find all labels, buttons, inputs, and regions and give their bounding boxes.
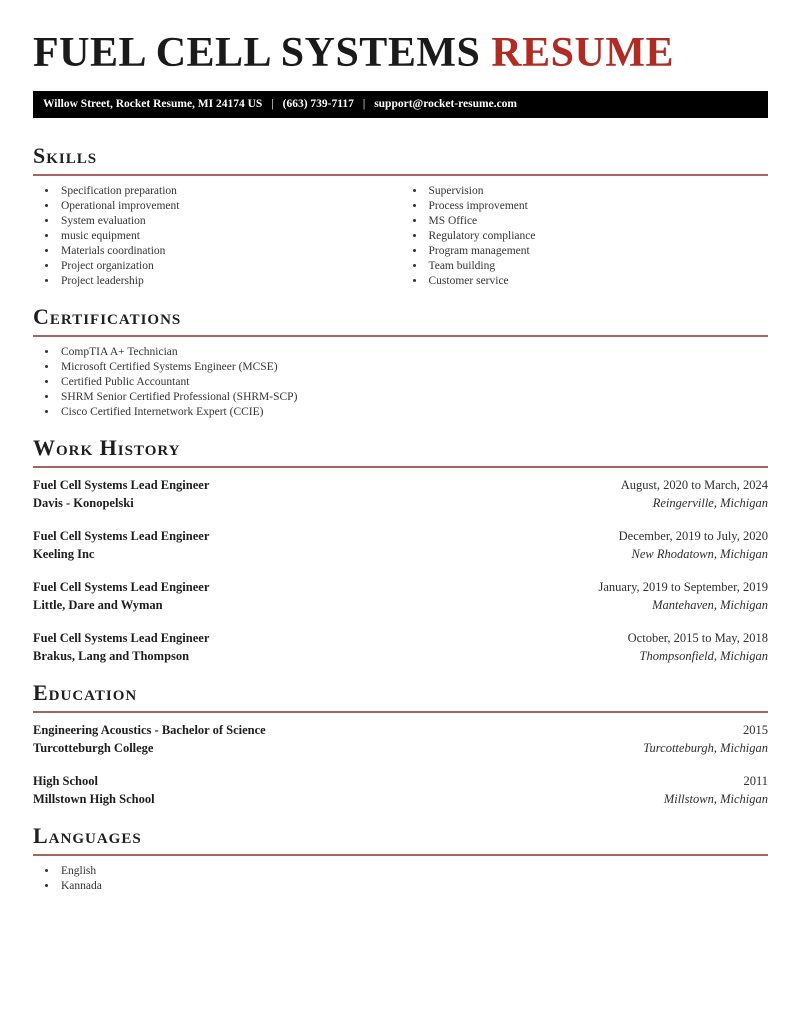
job-location: New Rhodatown, Michigan (631, 547, 768, 562)
education-degree: High School (33, 774, 98, 789)
skills-column-right (401, 184, 769, 289)
skill-item: • Process improvement (426, 199, 769, 214)
job-dates: December, 2019 to July, 2020 (618, 529, 768, 544)
job-location: Reingerville, Michigan (652, 496, 768, 511)
education-entry (33, 772, 768, 808)
education-entry (33, 721, 768, 757)
job-company: Davis - Konopelski (33, 496, 134, 511)
job-entry (33, 476, 768, 512)
skill-item: • Regulatory compliance (426, 229, 769, 244)
contact-separator: | (271, 98, 274, 111)
section-rule (33, 711, 768, 713)
work-history-section (33, 436, 768, 665)
job-entry (33, 629, 768, 665)
education-location: Millstown, Michigan (663, 792, 768, 807)
skill-item: • Materials coordination (58, 244, 401, 259)
certification-item: • CompTIA A+ Technician (58, 345, 768, 360)
skill-item: • Specification preparation (58, 184, 401, 199)
job-title: Fuel Cell Systems Lead Engineer (33, 529, 210, 544)
job-title: Fuel Cell Systems Lead Engineer (33, 580, 210, 595)
job-company: Keeling Inc (33, 547, 95, 562)
education-school: Turcotteburgh College (33, 741, 154, 756)
education-section (33, 681, 768, 808)
section-rule (33, 466, 768, 468)
section-rule (33, 174, 768, 176)
languages-heading: Languages (33, 823, 142, 849)
skills-column-left (33, 184, 401, 289)
skill-item: • System evaluation (58, 214, 401, 229)
education-location: Turcotteburgh, Michigan (643, 741, 768, 756)
language-item: • English (58, 864, 768, 879)
section-rule (33, 854, 768, 856)
job-dates: August, 2020 to March, 2024 (620, 478, 768, 493)
title-accent: RESUME (491, 30, 675, 76)
education-degree: Engineering Acoustics - Bachelor of Science (33, 723, 266, 738)
education-heading: Education (33, 680, 138, 706)
contact-separator: | (362, 98, 366, 111)
job-title: Fuel Cell Systems Lead Engineer (33, 478, 210, 493)
title-main: FUEL CELL SYSTEMS (33, 30, 492, 76)
language-item: • Kannada (58, 879, 768, 894)
job-location: Mantehaven, Michigan (652, 598, 768, 613)
skill-item: • music equipment (58, 229, 401, 244)
job-entry (33, 578, 768, 614)
certification-item: • Certified Public Accountant (58, 375, 768, 390)
work-history-heading: Work History (33, 435, 181, 461)
section-rule (33, 335, 768, 337)
certifications-section (33, 305, 768, 420)
languages-section (33, 824, 768, 894)
skill-item: • Team building (426, 259, 769, 274)
skill-item: • Customer service (426, 274, 769, 289)
page-title (33, 30, 768, 76)
skill-item: • Project organization (58, 259, 401, 274)
education-entries (33, 721, 768, 808)
job-location: Thompsonfield, Michigan (639, 649, 768, 664)
skill-item: • Project leadership (58, 274, 401, 289)
certification-item: • Cisco Certified Internetwork Expert (CCIE) (58, 405, 768, 420)
education-year: 2011 (743, 774, 768, 789)
job-dates: October, 2015 to May, 2018 (627, 631, 768, 646)
education-year: 2015 (743, 723, 768, 738)
job-entry (33, 527, 768, 563)
skill-item: • Supervision (426, 184, 769, 199)
skill-item: • Operational improvement (58, 199, 401, 214)
contact-email: support@rocket-resume.com (374, 98, 518, 111)
job-company: Brakus, Lang and Thompson (33, 649, 190, 664)
job-title: Fuel Cell Systems Lead Engineer (33, 631, 210, 646)
skill-item: • MS Office (426, 214, 769, 229)
skills-heading: Skills (33, 143, 98, 169)
skill-item: • Program management (426, 244, 769, 259)
certifications-heading: Certifications (33, 304, 182, 330)
certification-item: • SHRM Senior Certified Professional (SHRM-SCP) (58, 390, 768, 405)
skills-section (33, 144, 768, 289)
contact-bar (33, 91, 768, 118)
education-school: Millstown High School (33, 792, 155, 807)
job-entries (33, 476, 768, 665)
certification-item: • Microsoft Certified Systems Engineer (MCSE) (58, 360, 768, 375)
contact-phone: (663) 739-7117 (282, 98, 354, 111)
contact-address: Willow Street, Rocket Resume, MI 24174 US (43, 98, 263, 111)
job-company: Little, Dare and Wyman (33, 598, 163, 613)
skills-columns (33, 184, 768, 289)
job-dates: January, 2019 to September, 2019 (598, 580, 768, 595)
